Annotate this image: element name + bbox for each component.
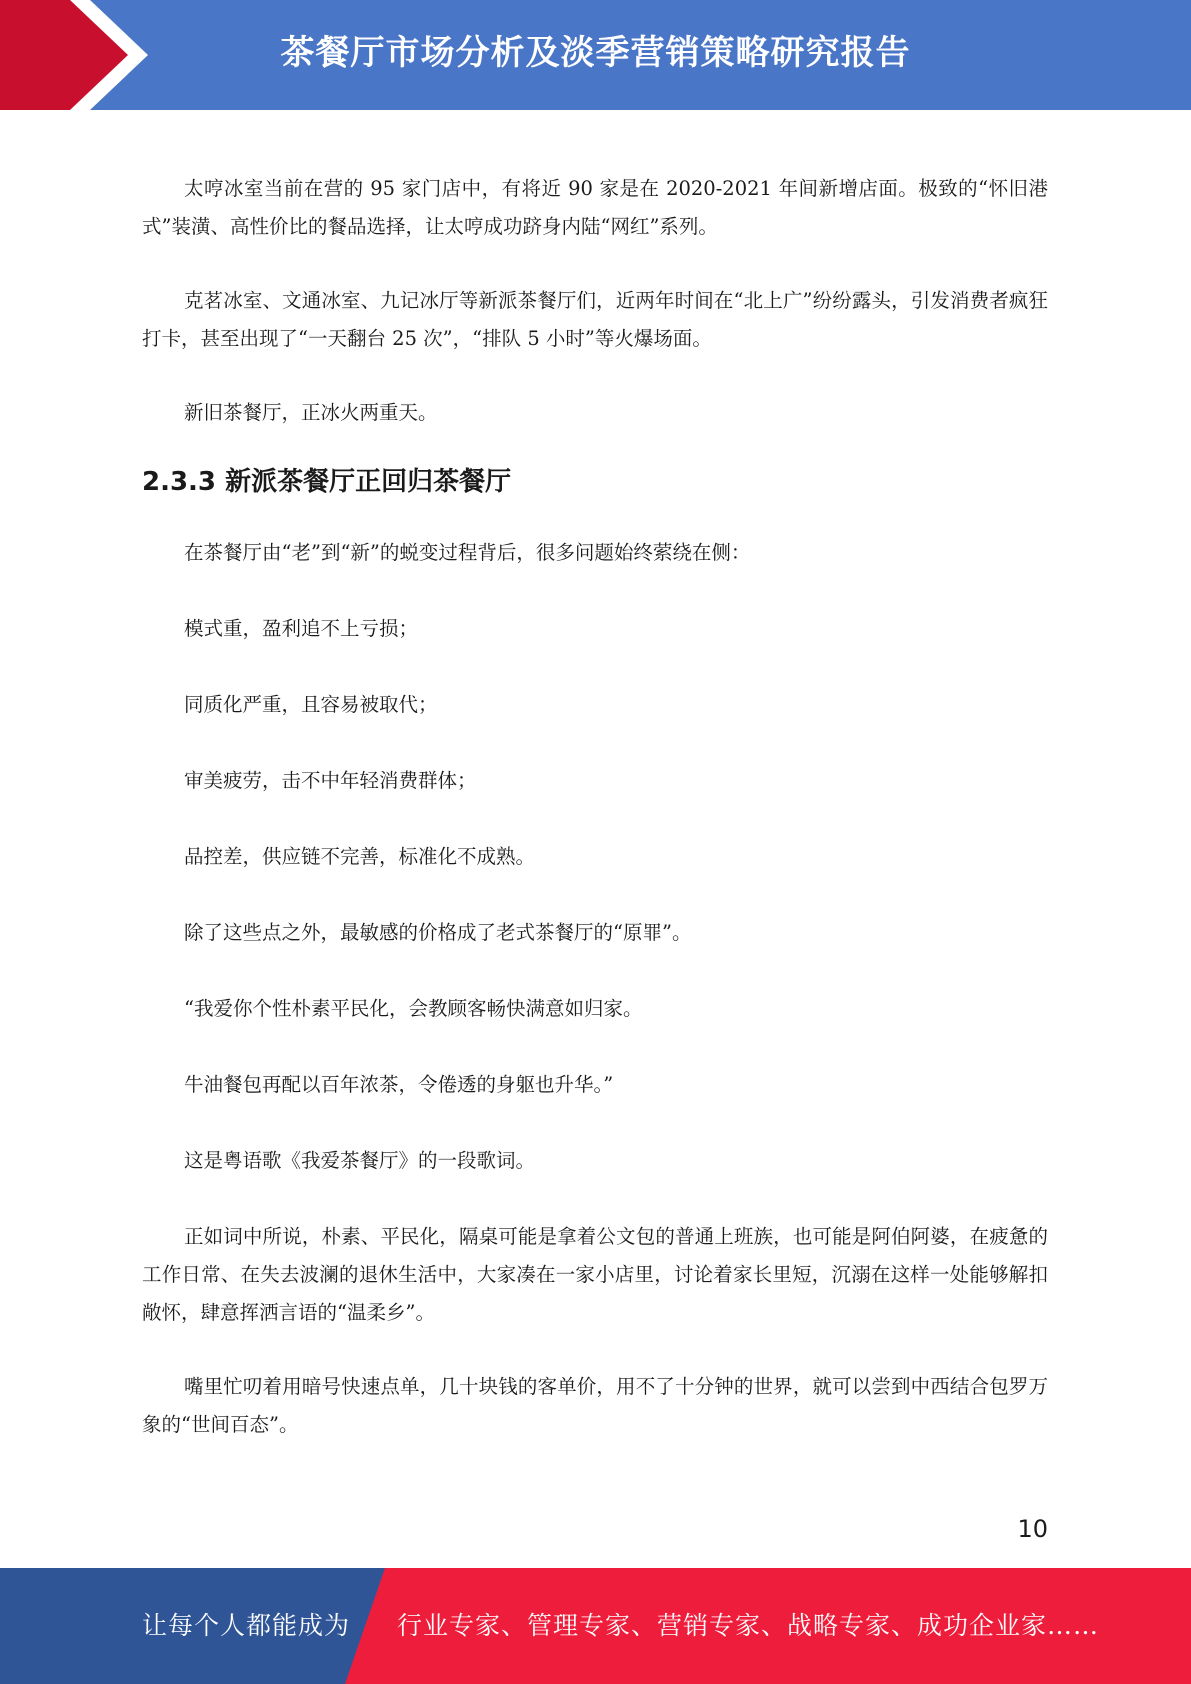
paragraph: 除了这些点之外，最敏感的价格成了老式茶餐厅的“原罪”。 (184, 921, 692, 944)
footer-slogan-right: 行业专家、管理专家、营销专家、战略专家、成功企业家…… (397, 1611, 1100, 1640)
paragraph: 牛油餐包再配以百年浓茶，令倦透的身躯也升华。” (184, 1073, 614, 1096)
page-header (0, 0, 1191, 110)
paragraph: 模式重，盈利追不上亏损； (184, 617, 419, 640)
paragraph: 品控差，供应链不完善，标准化不成熟。 (184, 845, 536, 868)
paragraph: 正如词中所说，朴素、平民化，隔桌可能是拿着公文包的普通上班族，也可能是阿伯阿婆，在疲惫的工作日常、在失去波澜的退休生活中，大家凑在一家小店里，讨论着家长里短，沉溺在这样一处能够解扣敞怀，肆意挥洒言语的“温柔乡”。 (142, 1225, 1048, 1324)
paragraph: “我爱你个性朴素平民化，会教顾客畅快满意如归家。 (184, 997, 643, 1020)
report-title: 茶餐厅市场分析及淡季营销策略研究报告 (280, 33, 911, 73)
paragraph: 太哼冰室当前在营的 95 家门店中，有将近 90 家是在 2020-2021 年间新增店面。极致的“怀旧港式”装潢、高性价比的餐品选择，让太哼成功跻身内陆“网红”系列。 (142, 177, 1048, 238)
paragraph: 审美疲劳，击不中年轻消费群体； (184, 769, 477, 792)
header-arrow-icon (0, 0, 160, 110)
paragraph: 克茗冰室、文通冰室、九记冰厅等新派茶餐厅们，近两年时间在“北上广”纷纷露头，引发消费者疯狂打卡，甚至出现了“一天翻台 25 次”，“排队 5 小时”等火爆场面。 (142, 289, 1048, 350)
paragraph: 在茶餐厅由“老”到“新”的蜕变过程背后，很多问题始终萦绕在侧： (184, 541, 751, 564)
paragraph: 这是粤语歌《我爱茶餐厅》的一段歌词。 (184, 1149, 536, 1172)
paragraph: 嘴里忙叨着用暗号快速点单，几十块钱的客单价，用不了十分钟的世界，就可以尝到中西结合包罗万象的“世间百态”。 (142, 1375, 1048, 1436)
section-heading: 2.3.3 新派茶餐厅正回归茶餐厅 (142, 467, 512, 497)
paragraph: 同质化严重，且容易被取代； (184, 693, 438, 716)
page-number: 10 (1017, 1515, 1048, 1543)
paragraph: 新旧茶餐厅，正冰火两重天。 (184, 401, 438, 424)
footer-slogan-left: 让每个人都能成为 (142, 1611, 351, 1640)
page-footer (0, 1568, 1191, 1684)
document-body (142, 170, 1048, 1444)
